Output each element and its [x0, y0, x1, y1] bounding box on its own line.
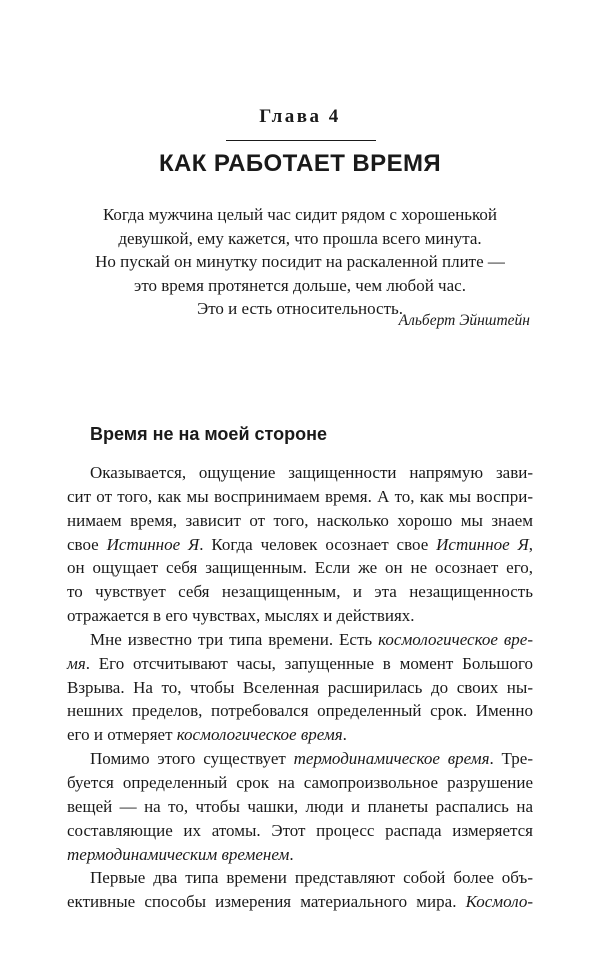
emphasis-text: мя — [67, 653, 86, 673]
epigraph-line: Когда мужчина целый час сидит рядом с хорошенькой — [102, 205, 498, 224]
body-line — [67, 890, 533, 914]
text-segment: Помимо этого существует — [90, 749, 294, 769]
body-line — [67, 652, 533, 676]
text-segment: . Когда человек осознает свое — [199, 534, 437, 554]
emphasis-text: термодинамическое время — [293, 749, 490, 769]
chapter-label: Глава 4 — [259, 106, 341, 127]
body-line — [67, 461, 533, 485]
body-line — [67, 699, 533, 723]
text-segment: . Его отсчитывают часы, запущенные в момент Большого — [85, 653, 533, 673]
text-segment: Мне известно три типа времени. Есть — [90, 629, 379, 649]
body-line — [67, 580, 533, 604]
text-segment: . — [342, 725, 347, 745]
text-segment: отражается в его чувствах, мыслях и действиях. — [67, 606, 415, 626]
text-segment: Первые два типа времени представляют собой более объ- — [90, 868, 533, 888]
text-segment: свое — [67, 534, 107, 554]
body-line — [67, 509, 533, 533]
body-line — [67, 723, 533, 747]
text-segment: то чувствует себя незащищенным, и эта незащищенность — [67, 582, 533, 602]
body-line — [67, 628, 533, 652]
text-segment: сит от того, как мы воспринимаем время. А то, как мы воспри- — [67, 486, 533, 506]
epigraph-line: девушкой, ему кажется, что прошла всего минута. — [118, 228, 482, 248]
text-segment: . Тре- — [489, 749, 533, 769]
body-text — [67, 461, 533, 914]
emphasis-text: Космоло- — [465, 892, 533, 912]
text-segment: , — [528, 534, 533, 554]
text-segment: нешних пределов, потребовался определенный срок. Именно — [67, 701, 533, 721]
text-segment: его и отмеряет — [67, 725, 177, 745]
body-line — [67, 485, 533, 509]
chapter-title: КАК РАБОТАЕТ ВРЕМЯ — [158, 150, 442, 177]
emphasis-text: термодинамическим временем — [67, 844, 290, 864]
body-line — [67, 676, 533, 700]
body-line — [67, 747, 533, 771]
body-line — [67, 819, 533, 843]
epigraph — [60, 203, 540, 321]
text-segment: буется определенный срок на самопроизвольное разрушение — [67, 772, 533, 792]
text-segment: он ощущает себя защищенным. Если же он не осознает его, — [67, 558, 533, 578]
text-segment: ективные способы измерения материального мира. — [67, 892, 466, 912]
emphasis-text: Истинное Я — [106, 534, 200, 554]
body-line — [67, 556, 533, 580]
body-line — [67, 604, 533, 628]
emphasis-text: космологическое вре- — [378, 629, 533, 649]
text-segment: вещей — на то, чтобы чашки, люди и планеты распались на — [67, 796, 533, 816]
epigraph-author: Альберт Эйнштейн — [398, 312, 530, 329]
epigraph-line: Это и есть относительность. — [196, 299, 404, 319]
emphasis-text: Истинное Я — [436, 534, 529, 554]
text-segment: Взрыва. На то, чтобы Вселенная расширилась до своих ны- — [67, 677, 533, 697]
text-segment: Оказывается, ощущение защищенности напрямую зави- — [90, 463, 533, 482]
body-line — [67, 866, 533, 890]
body-line — [67, 843, 533, 867]
epigraph-line: это время протянется дольше, чем любой час. — [134, 275, 466, 295]
text-segment: составляющие их атомы. Этот процесс распада измеряется — [67, 820, 533, 840]
chapter-divider — [226, 140, 376, 141]
text-segment: . — [289, 844, 294, 864]
body-line — [67, 533, 533, 557]
section-heading: Время не на моей стороне — [90, 424, 327, 444]
epigraph-line: Но пускай он минутку посидит на раскаленной плите — — [95, 252, 505, 272]
body-line — [67, 771, 533, 795]
emphasis-text: космологическое время — [176, 725, 343, 745]
text-segment: нимаем время, зависит от того, насколько хорошо мы знаем — [67, 510, 533, 530]
body-line — [67, 795, 533, 819]
